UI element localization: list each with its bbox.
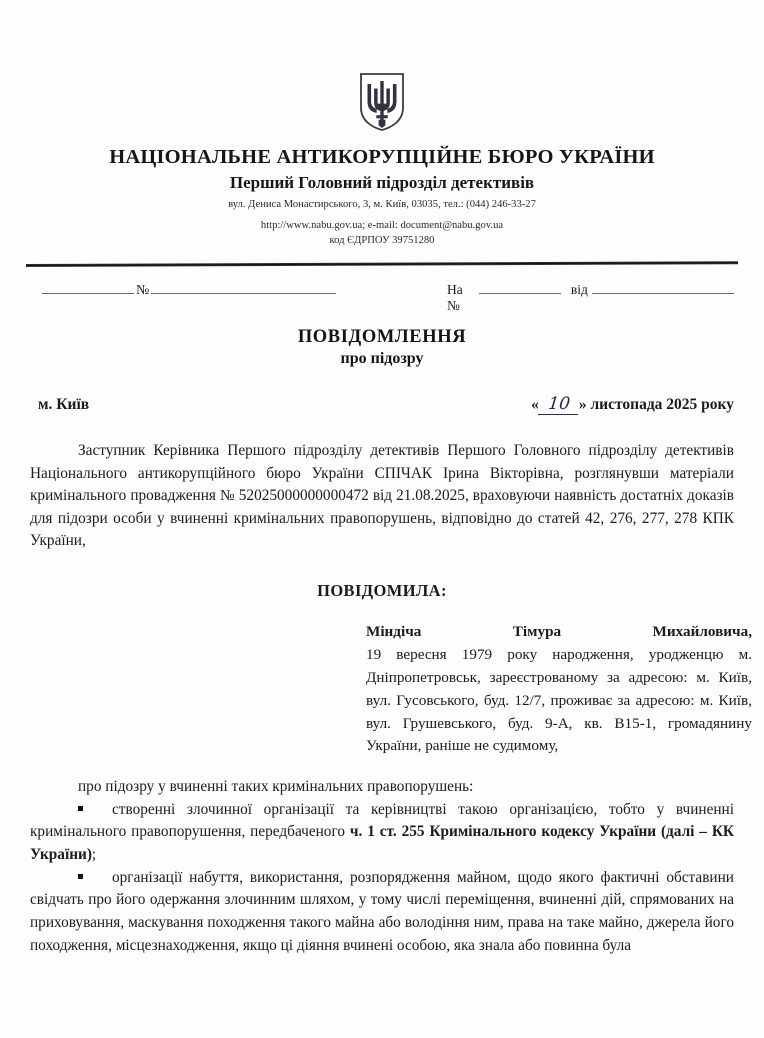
- web-email-line: http://www.nabu.gov.ua; e-mail: document@nabu.gov.ua: [260, 219, 504, 231]
- suspect-details-block: [366, 621, 752, 758]
- month-year-label: листопада 2025 року: [590, 395, 734, 413]
- incoming-date-blank[interactable]: [592, 281, 734, 294]
- divider-rule: [26, 261, 738, 267]
- outgoing-prefix-blank[interactable]: [42, 281, 134, 294]
- outgoing-reference: [42, 281, 336, 299]
- incoming-number-blank[interactable]: [479, 281, 561, 294]
- document-title-main: ПОВІДОМЛЕННЯ: [297, 326, 467, 347]
- document-title-sub: про підозру: [340, 349, 424, 367]
- preamble-section: [30, 440, 734, 604]
- charge-item-1: [30, 799, 734, 867]
- header-divider: [26, 259, 738, 275]
- incoming-reference-label: На №: [447, 281, 463, 313]
- edrpou-line: код ЄДРПОУ 39751280: [329, 235, 435, 247]
- charge-text-1: створенні злочинної організації та керівництві такою організацією, тобто у вчиненні кримінального правопорушення, передбаченого: [30, 800, 734, 841]
- suspect-details-text: 19 вересня 1979 року народження, уродженцю м. Дніпропетровськ, зареєстрованому за адресою: м. Київ, вул. Гусовського, буд. 12/7, проживає за адресою: м. Київ, вул. Грушевського, буд. 9-А, кв. В15-1, громадянину України, раніше не судимому,: [366, 646, 752, 755]
- ukrainian-trident-emblem-icon: [359, 72, 405, 132]
- date-stamp: [531, 393, 734, 415]
- charge-bullet-1: [30, 799, 78, 822]
- incoming-date-label: від: [570, 281, 588, 297]
- charges-section: [30, 776, 734, 957]
- reference-row: [30, 277, 734, 313]
- preamble-paragraph: Заступник Керівника Першого підрозділу детективів Першого Головного підрозділу детективів Національного антикорупційного бюро України СПІЧАК Ірина Вікторівна, розглянувши матеріали кримінального провадження № 52025000000000472 від 21.08.2025, враховуючи наявність достатніх доказів для підозри особи у вчиненні кримінальних правопорушень, відповідно до статей 42, 276, 277, 278 КПК України,: [30, 441, 734, 550]
- outgoing-number-blank[interactable]: [151, 281, 336, 294]
- city-date-row: [30, 393, 734, 422]
- organization-unit: Перший Головний підрозділ детективів: [229, 172, 535, 192]
- suspect-full-name: Міндіча Тімура Михайловича,: [366, 623, 752, 641]
- quote-open: «: [531, 395, 539, 413]
- handwritten-day: 10: [538, 396, 580, 415]
- charge-law-reference-1: ч. 1 ст. 255 Кримінального кодексу України (далі – КК України): [30, 823, 734, 864]
- quote-close: »: [578, 395, 587, 413]
- charge-text-2: організації набуття, використання, розпорядження майном, щодо якого фактичні обставини свідчать про його одержання злочинним шляхом, у тому числі переміщення, вчиненні дій, спрямованих на приховування, маскування походження такого майна або володіння ним, права на таке майно, джерела його походження, місцезнаходження, якщо ці діяння вчинені особою, яка знала або повинна була: [30, 868, 734, 954]
- letterhead: [0, 0, 764, 249]
- city-label: м. Київ: [38, 395, 90, 413]
- document-title: [0, 327, 764, 368]
- square-bullet-icon: [78, 874, 83, 879]
- square-bullet-icon: [78, 806, 83, 811]
- charge-item-2: [30, 867, 734, 958]
- number-sign-label: №: [136, 282, 150, 298]
- charges-intro: про підозру у вчиненні таких кримінальних правопорушень:: [78, 778, 474, 796]
- charge-text-1-end: ;: [91, 846, 97, 864]
- charge-bullet-2: [30, 867, 78, 890]
- notified-heading: ПОВІДОМИЛА:: [317, 581, 447, 601]
- organization-name: НАЦІОНАЛЬНЕ АНТИКОРУПЦІЙНЕ БЮРО УКРАЇНИ: [109, 146, 655, 168]
- address-line: вул. Дениса Монастирського, 3, м. Київ, 03035, тел.: (044) 246-33-27: [228, 199, 536, 211]
- incoming-reference: [447, 281, 734, 314]
